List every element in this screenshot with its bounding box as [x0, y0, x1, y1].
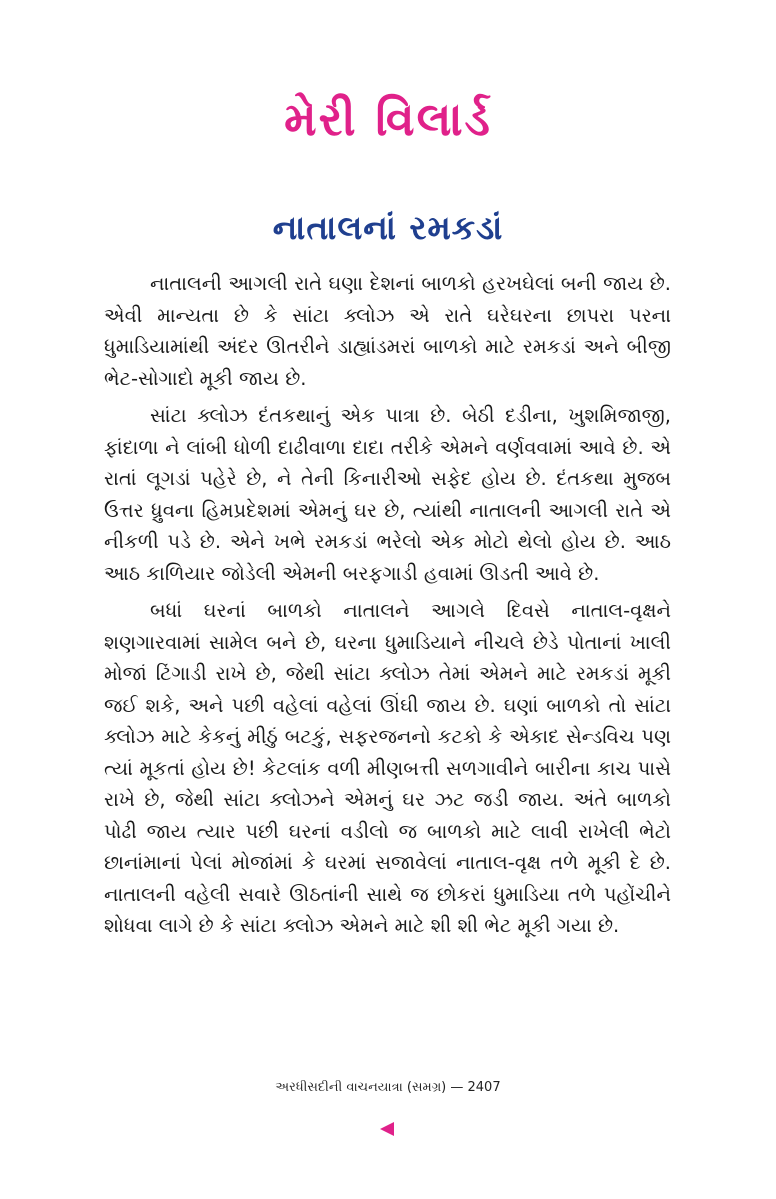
- paragraph-1: નાતાલની આગલી રાતે ઘણા દેશનાં બાળકો હરખઘેલાં બની જાય છે. એવી માન્યતા છે કે સાંટા ક્લોઝ એ રાતે ઘરેઘરના છાપરા પરના ધુમાડિયામાંથી અંદર ઊતરીને ડાહ્યાંડમરાં બાળકો માટે રમકડાં અને બીજી ભેટ-સોગાદો મૂકી જાય છે.: [104, 272, 671, 390]
- previous-page-icon[interactable]: [380, 1122, 394, 1136]
- story-body: [104, 268, 671, 948]
- paragraph-3: બધાં ઘરનાં બાળકો નાતાલને આગલે દિવસે નાતાલ-વૃક્ષને શણગારવામાં સામેલ બને છે, ઘરના ધુમાડિયાને નીચલે છેડે પોતાનાં ખાલી મોજાં ટિંગાડી રાખે છે, જેથી સાંટા ક્લોઝ તેમાં એમને માટે રમકડાં મૂકી જઈ શકે, અને પછી વહેલાં વહેલાં ઊંઘી જાય છે. ઘણાં બાળકો તો સાંટા ક્લોઝ માટે કેકનું મીઠું બટકું, સફરજનનો કટકો કે એકાદ સેન્ડવિચ પણ ત્યાં મૂકતાં હોય છે! કેટલાંક વળી મીણબત્તી સળગાવીને બારીના કાચ પાસે રાખે છે, જેથી સાંટા ક્લોઝને એમનું ઘર ઝટ જડી જાય. અંતે બાળકો પોઢી જાય ત્યાર પછી ઘરનાં વડીલો જ બાળકો માટે લાવી રાખેલી ભેટો છાનાંમાનાં પેલાં મોજાંમાં કે ઘરમાં સજાવેલાં નાતાલ-વૃક્ષ તળે મૂકી દે છે. નાતાલની વહેલી સવારે ઊઠતાંની સાથે જ છોકરાં ધુમાડિયા તળે પહોંચીને શોધવા લાગે છે કે સાંટા ક્લોઝ એમને માટે શી શી ભેટ મૂકી ગયા છે.: [104, 599, 671, 937]
- story-title: નાતાલનાં રમકડાં: [272, 208, 504, 247]
- page-footer: અરધીસદીની વાચનયાત્રા (સમગ્ર) — 2407: [275, 1080, 501, 1095]
- paragraph-2: સાંટા ક્લોઝ દંતકથાનું એક પાત્રા છે. બેઠી દડીના, ખુશમિજાજી, ફાંદાળા ને લાંબી ધોળી દાઢીવાળા દાદા તરીકે એમને વર્ણવવામાં આવે છે. એ રાતાં લૂગડાં પહેરે છે, ને તેની કિનારીઓ સફેદ હોય છે. દંતકથા મુજબ ઉત્તર ધ્રુવના હિમપ્રદેશમાં એમનું ઘર છે, ત્યાંથી નાતાલની આગલી રાતે એ નીકળી પડે છે. એને ખભે રમકડાં ભરેલો એક મોટો થેલો હોય છે. આઠ આઠ કાળિયાર જોડેલી એમની બરફગાડી હવામાં ઊડતી આવે છે.: [104, 404, 671, 585]
- author-name: મેરી વિલાર્ડ: [284, 92, 492, 146]
